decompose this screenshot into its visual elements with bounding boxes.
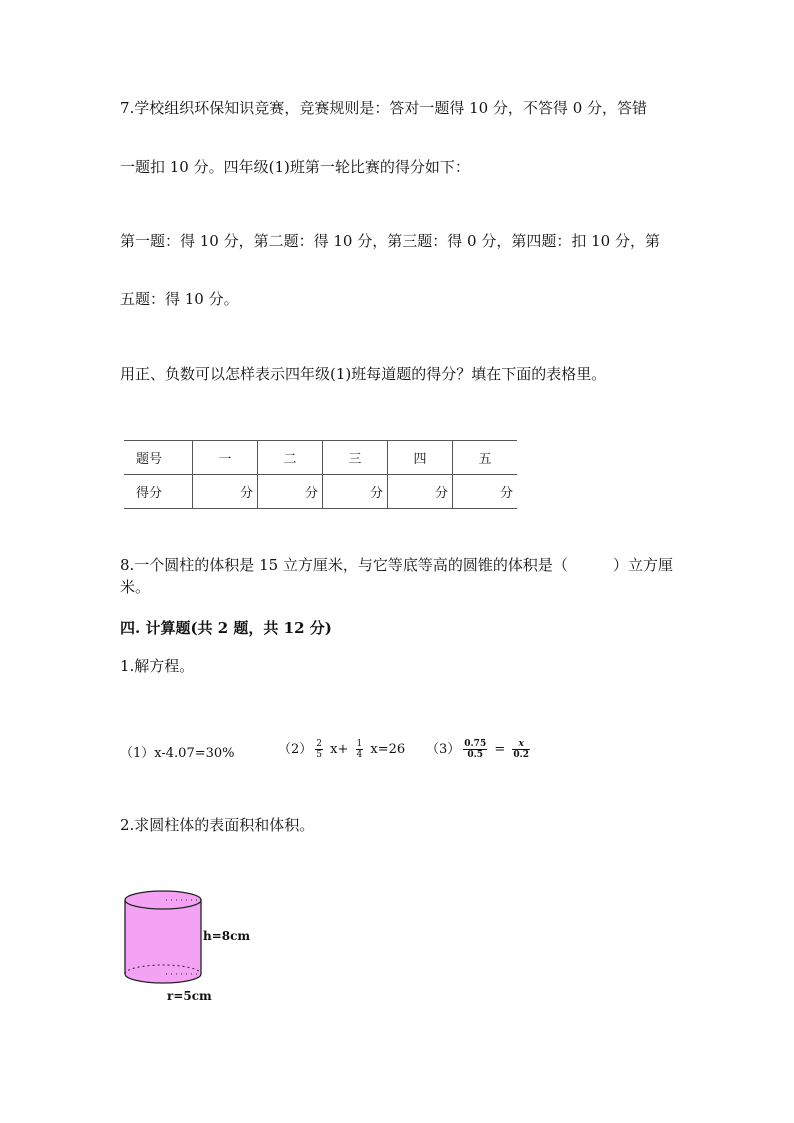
- table-row: [124, 441, 517, 475]
- denominator: 5: [316, 750, 323, 760]
- eq2-prefix: （2）: [278, 742, 313, 757]
- column-4: 四: [388, 441, 453, 475]
- eq2-mid: x+: [326, 742, 353, 757]
- equation-2: [278, 738, 405, 760]
- eq3-prefix: （3）: [426, 742, 461, 757]
- section-4-title: 四. 计算题(共 2 题，共 12 分): [120, 619, 332, 637]
- column-5: 五: [453, 441, 518, 475]
- denominator: 4: [356, 750, 363, 760]
- cylinder-top: [125, 891, 201, 909]
- numerator: 0.75: [464, 739, 487, 749]
- q1-title: 1.解方程。: [120, 657, 195, 675]
- score-cell-3[interactable]: 分: [323, 475, 388, 509]
- column-1: 一: [193, 441, 258, 475]
- fraction: [463, 739, 487, 760]
- score-cell-2[interactable]: 分: [258, 475, 323, 509]
- question-8: 8.一个圆柱的体积是 15 立方厘米，与它等底等高的圆锥的体积是（ ）立方厘米。: [120, 556, 673, 596]
- eq2-suffix: x=26: [366, 742, 406, 757]
- height-label: h=8cm: [203, 929, 251, 943]
- numerator: 2: [316, 739, 323, 749]
- score-cell-5[interactable]: 分: [453, 475, 518, 509]
- table-row-label: 得分: [124, 475, 193, 509]
- q2-title: 2.求圆柱体的表面积和体积。: [120, 816, 315, 834]
- fraction: [356, 739, 364, 760]
- fraction: [315, 739, 323, 760]
- denominator: 0.5: [467, 750, 484, 760]
- equation-3: [426, 738, 533, 760]
- fraction: [512, 739, 530, 760]
- cylinder-figure: [120, 888, 206, 988]
- q7-line-1: 7.学校组织环保知识竞赛，竞赛规则是：答对一题得 10 分，不答得 0 分，答错: [120, 99, 648, 117]
- numerator: x: [512, 739, 530, 750]
- numerator: 1: [356, 739, 363, 749]
- q7-line-2: 一题扣 10 分。四年级(1)班第一轮比赛的得分如下：: [120, 158, 470, 176]
- q7-line-4: 五题：得 10 分。: [120, 290, 239, 308]
- score-cell-1[interactable]: 分: [193, 475, 258, 509]
- score-cell-4[interactable]: 分: [388, 475, 453, 509]
- score-table: [124, 440, 517, 509]
- radius-label: r=5cm: [167, 989, 212, 1003]
- table-header-label: 题号: [124, 441, 193, 475]
- cylinder-body: [125, 900, 201, 983]
- q7-line-3: 第一题：得 10 分，第二题：得 10 分，第三题：得 0 分，第四题：扣 10 分，第: [120, 232, 660, 250]
- q7-line-5: 用正、负数可以怎样表示四年级(1)班每道题的得分？填在下面的表格里。: [120, 365, 607, 383]
- denominator: 0.2: [513, 750, 530, 760]
- table-row: [124, 475, 517, 509]
- equals-sign: =: [490, 742, 510, 757]
- column-2: 二: [258, 441, 323, 475]
- equation-1: （1）x-4.07=30%: [120, 746, 235, 761]
- column-3: 三: [323, 441, 388, 475]
